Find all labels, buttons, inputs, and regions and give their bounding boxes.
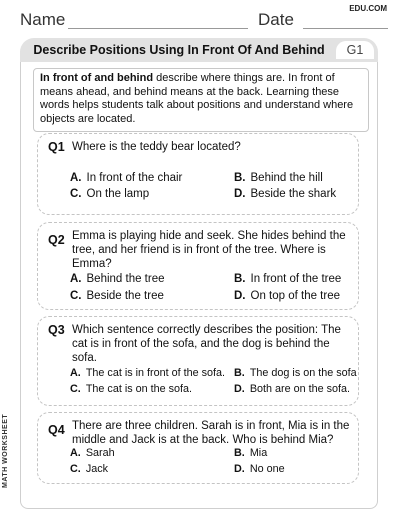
- option-b[interactable]: [234, 447, 267, 459]
- option-text: Sarah: [85, 447, 115, 459]
- option-d[interactable]: [234, 290, 340, 302]
- option-letter: C.: [70, 290, 82, 302]
- option-text: The cat is on the sofa.: [85, 383, 193, 395]
- option-letter: A.: [70, 447, 81, 459]
- question-card-4: [37, 412, 359, 484]
- question-text: There are three children. Sarah is in front, Mia is in the middle and Jack is at the back. Who is behind Mia?: [72, 420, 350, 446]
- option-letter: D.: [234, 188, 246, 200]
- date-line[interactable]: [303, 28, 388, 29]
- option-text: In front of the chair: [86, 172, 183, 184]
- option-a[interactable]: [70, 172, 182, 184]
- name-line[interactable]: [68, 28, 248, 29]
- option-a[interactable]: [70, 447, 115, 459]
- title-bar: [20, 38, 378, 62]
- option-letter: A.: [70, 367, 81, 379]
- option-letter: C.: [70, 383, 81, 395]
- question-text: Emma is playing hide and seek. She hides behind the tree, and her friend is in front of the tree. Where is Emma?: [72, 230, 346, 270]
- question-card-1: [37, 133, 359, 215]
- name-label: Name: [20, 10, 66, 29]
- intro-text: describe where things are. In front of means ahead, and behind means at the back. Learning these words helps students talk about positions and understand where objects are located.: [40, 72, 354, 125]
- option-a[interactable]: [70, 273, 165, 285]
- option-c[interactable]: [70, 188, 149, 200]
- question-card-2: [37, 222, 359, 310]
- question-number: Q4: [48, 423, 65, 437]
- option-d[interactable]: [234, 463, 285, 475]
- option-letter: D.: [234, 463, 245, 475]
- option-text: On top of the tree: [250, 290, 341, 302]
- option-letter: B.: [234, 447, 245, 459]
- option-text: Beside the shark: [250, 188, 337, 200]
- option-text: The cat is in front of the sofa.: [85, 367, 226, 379]
- option-b[interactable]: [234, 367, 357, 379]
- option-c[interactable]: [70, 463, 108, 475]
- option-text: No one: [249, 463, 285, 475]
- question-text: Which sentence correctly describes the position: The cat is in front of the sofa, and the dog is behind the sofa.: [72, 324, 341, 364]
- option-letter: C.: [70, 463, 81, 475]
- option-letter: B.: [234, 367, 245, 379]
- option-b[interactable]: [234, 172, 323, 184]
- option-text: Behind the hill: [250, 172, 323, 184]
- option-letter: A.: [70, 172, 82, 184]
- question-number: Q2: [48, 233, 65, 247]
- option-letter: B.: [234, 172, 246, 184]
- option-text: Beside the tree: [86, 290, 164, 302]
- option-a[interactable]: [70, 367, 225, 379]
- grade-tab: G1: [336, 41, 374, 59]
- option-text: Behind the tree: [86, 273, 165, 285]
- option-letter: B.: [234, 273, 246, 285]
- side-label: MATH WORKSHEET: [2, 413, 9, 488]
- option-c[interactable]: [70, 383, 192, 395]
- option-letter: D.: [234, 383, 245, 395]
- question-number: Q1: [48, 140, 65, 154]
- option-text: On the lamp: [86, 188, 150, 200]
- question-number: Q3: [48, 323, 65, 337]
- option-text: In front of the tree: [250, 273, 342, 285]
- question-card-3: [37, 316, 359, 406]
- option-letter: D.: [234, 290, 246, 302]
- option-text: Mia: [249, 447, 268, 459]
- option-text: Jack: [85, 463, 109, 475]
- intro-box: [33, 68, 369, 132]
- brand-logo: EDU.COM: [349, 4, 387, 13]
- option-d[interactable]: [234, 188, 336, 200]
- question-text: Where is the teddy bear located?: [72, 141, 241, 153]
- intro-bold: In front of and behind: [40, 72, 154, 84]
- option-b[interactable]: [234, 273, 341, 285]
- option-c[interactable]: [70, 290, 164, 302]
- option-text: The dog is on the sofa: [249, 367, 357, 379]
- option-d[interactable]: [234, 383, 350, 395]
- option-letter: C.: [70, 188, 82, 200]
- date-label: Date: [258, 10, 294, 29]
- option-letter: A.: [70, 273, 82, 285]
- worksheet-title: Describe Positions Using In Front Of And Behind: [33, 43, 325, 57]
- option-text: Both are on the sofa.: [249, 383, 351, 395]
